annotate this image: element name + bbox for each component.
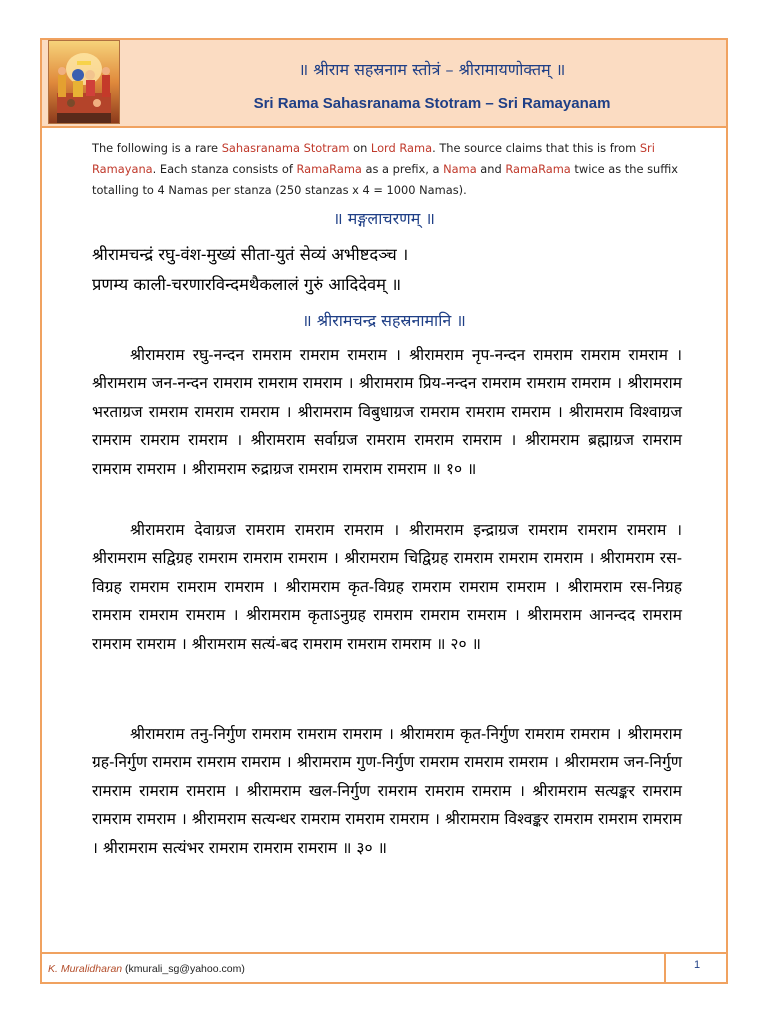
invocation-line-2: प्रणम्य काली-चरणारविन्दमथैकलालं गुरुं आदिदेवम् ॥ [92, 275, 402, 294]
intro-text: . The source claims that this is from [432, 141, 640, 155]
intro-highlight: RamaRama [296, 162, 362, 176]
intro-highlight: Lord Rama [370, 141, 433, 155]
stanza-block-1: श्रीरामराम रघु-नन्दन रामराम रामराम रामराम । श्रीरामराम नृप-नन्दन रामराम रामराम रामराम । श्रीरामराम जन-नन्दन रामराम रामराम रामराम । श्रीरामराम प्रिय-नन्दन रामराम रामराम रामराम । श्रीरामराम भरताग्रज रामराम रामराम रामराम । श्रीरामराम विबुधाग्रज रामराम रामराम रामराम । श्रीरामराम विश्वाग्रज रामराम रामराम रामराम । श्रीरामराम सर्वाग्रज रामराम रामराम रामराम । श्रीरामराम ब्रह्माग्रज रामराम रामराम रामराम । श्रीरामराम रुद्राग्रज रामराम रामराम रामराम ॥ १० ॥ [92, 346, 682, 478]
mangalacharanam-heading: ॥ मङ्गलाचरणम् ॥ [333, 209, 435, 228]
stanza-block-2: श्रीरामराम देवाग्रज रामराम रामराम रामराम । श्रीरामराम इन्द्राग्रज रामराम रामराम रामराम । श्रीरामराम सद्विग्रह रामराम रामराम रामराम । श्रीरामराम चिद्विग्रह रामराम रामराम रामराम । श्रीरामराम रस-विग्रह रामराम रामराम रामराम । श्रीरामराम कृत-विग्रह रामराम रामराम रामराम । श्रीरामराम रस-निग्रह रामराम रामराम रामराम । श्रीरामराम कृताऽनुग्रह रामराम रामराम रामराम । श्रीरामराम आनन्दद रामराम रामराम रामराम । श्रीरामराम सत्यं-बद रामराम रामराम रामराम ॥ २० ॥ [92, 521, 682, 653]
footer-author [48, 963, 245, 975]
invocation-verse [92, 240, 692, 300]
intro-text: and [476, 162, 506, 176]
header-title-sanskrit: ॥ श्रीराम सहस्रनाम स्तोत्रं – श्रीरामायणोक्तम् ॥ [298, 60, 566, 79]
intro-text: on [349, 141, 371, 155]
intro-text: The following is a rare [92, 141, 222, 155]
rama-darbar-image [48, 40, 120, 124]
stanza-block-3: श्रीरामराम तनु-निर्गुण रामराम रामराम रामराम । श्रीरामराम कृत-निर्गुण रामराम रामराम । श्रीरामराम ग्रह-निर्गुण रामराम रामराम रामराम । श्रीरामराम गुण-निर्गुण रामराम रामराम रामराम । श्रीरामराम जन-निर्गुण रामराम रामराम रामराम । श्रीरामराम खल-निर्गुण रामराम रामराम रामराम । श्रीरामराम सत्यङ्कर रामराम रामराम रामराम । श्रीरामराम सत्यन्धर रामराम रामराम रामराम । श्रीरामराम विश्वङ्कर रामराम रामराम रामराम । श्रीरामराम सत्यंभर रामराम रामराम रामराम ॥ ३० ॥ [92, 725, 682, 857]
intro-text: . Each stanza consists of [152, 162, 297, 176]
intro-paragraph [92, 138, 686, 201]
page-number: 1 [664, 952, 728, 984]
author-name: K. Muralidharan [48, 963, 123, 975]
intro-highlight: Nama [443, 162, 477, 176]
intro-highlight: Sri Ramayana [92, 141, 655, 176]
page-footer [42, 952, 726, 984]
intro-highlight: Sahasranama Stotram [221, 141, 350, 155]
author-email: (kmurali_sg@yahoo.com) [122, 963, 245, 975]
intro-text: as a prefix, a [361, 162, 444, 176]
intro-highlight: RamaRama [505, 162, 571, 176]
invocation-line-1: श्रीरामचन्द्रं रघु-वंश-मुख्यं सीता-युतं सेव्यं अभीष्टदञ्च । [92, 245, 409, 264]
header-subtitle-english: Sri Rama Sahasranama Stotram – Sri Ramayanam [253, 95, 611, 112]
rama-darbar-illustration [49, 41, 119, 123]
intro-text: twice as the suffix totalling to 4 Namas per stanza (250 stanzas x 4 = 1000 Namas). [92, 162, 679, 197]
sahasranamani-heading: ॥ श्रीरामचन्द्र सहस्रनामानि ॥ [302, 311, 466, 330]
page-header [42, 40, 726, 128]
